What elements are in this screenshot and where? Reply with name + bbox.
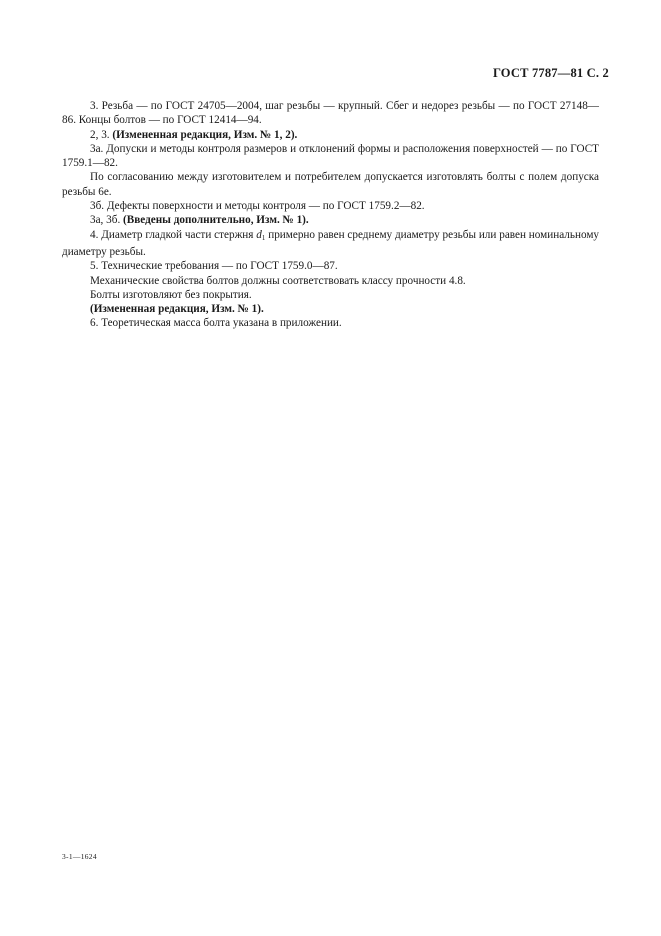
diameter-subscript: 1 bbox=[261, 233, 266, 242]
diameter-variable: d bbox=[256, 228, 262, 241]
amendment-prefix: 3а, 3б. bbox=[90, 214, 124, 227]
amendment-prefix: 2, 3. bbox=[90, 128, 113, 141]
amendment-note: (Измененная редакция, Изм. № 1, 2). bbox=[112, 128, 298, 141]
amendment-note: (Введены дополнительно, Изм. № 1). bbox=[123, 214, 309, 227]
paragraph-amendment-5: (Измененная редакция, Изм. № 1). bbox=[90, 303, 264, 316]
paragraph-mass: 6. Теоретическая масса болта указана в приложении. bbox=[90, 317, 342, 330]
paragraph-defects: 3б. Дефекты поверхности и методы контроля — по ГОСТ 1759.2—82. bbox=[90, 200, 425, 213]
print-code: 3-1—1624 bbox=[62, 852, 97, 861]
paragraph-amendment-3a-3b bbox=[62, 213, 599, 227]
paragraph-thread: 3. Резьба — по ГОСТ 24705—2004, шаг резьбы — крупный. Сбег и недорез резьбы — по ГОСТ 27148—86. Концы болтов — по ГОСТ 12414—94. bbox=[62, 100, 599, 127]
document-body bbox=[62, 99, 599, 331]
paragraph-amendment-2-3 bbox=[62, 128, 599, 142]
paragraph-tolerances: 3а. Допуски и методы контроля размеров и отклонений формы и расположения поверхностей — по ГОСТ 1759.1—82. bbox=[62, 142, 599, 170]
diameter-text-after: примерно равен среднему диаметру резьбы или равен номинальному диаметру резьбы. bbox=[62, 228, 600, 258]
diameter-text-before: 4. Диаметр гладкой части стержня bbox=[90, 228, 257, 241]
paragraph-coating: Болты изготовляют без покрытия. bbox=[90, 288, 252, 301]
paragraph-agreement: По согласованию между изготовителем и потребителем допускается изготовлять болты с полем допуска резьбы 6е. bbox=[62, 171, 599, 198]
paragraph-diameter bbox=[62, 228, 599, 260]
paragraph-mechanical-properties: Механические свойства болтов должны соответствовать классу прочности 4.8. bbox=[90, 274, 466, 287]
paragraph-technical-requirements: 5. Технические требования — по ГОСТ 1759.0—87. bbox=[90, 260, 338, 273]
page-header: ГОСТ 7787—81 С. 2 bbox=[492, 66, 609, 80]
